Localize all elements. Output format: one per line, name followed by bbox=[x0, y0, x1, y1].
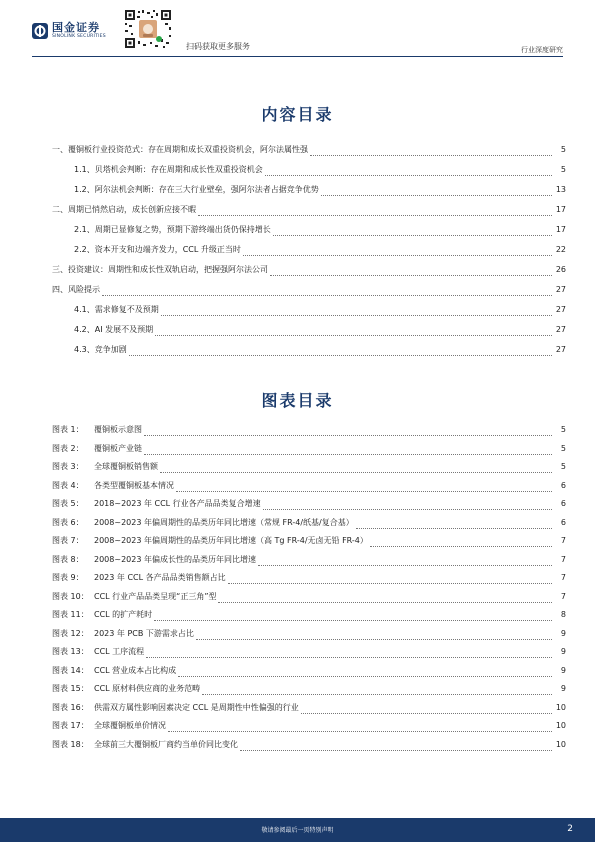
figure-leader-dots bbox=[301, 702, 552, 714]
figure-leader-dots bbox=[178, 665, 552, 677]
toc-entry[interactable] bbox=[52, 200, 566, 220]
figure-entry-label: 2008~2023 年偏周期性的品类历年同比增速（高 Tg FR-4/无卤无铅 FR-4） bbox=[94, 536, 368, 545]
figure-leader-dots bbox=[202, 683, 552, 695]
toc-entry-page: 17 bbox=[555, 225, 566, 234]
toc-leader-dots bbox=[102, 284, 552, 296]
figure-leader-dots bbox=[228, 572, 552, 584]
figure-entry-label: 2008~2023 年偏周期性的品类历年同比增速（常规 FR-4/纸基/复合基） bbox=[94, 517, 354, 527]
toc-list bbox=[52, 140, 566, 360]
figure-number: 图表 8： bbox=[52, 554, 84, 564]
figure-entry-label: 供需双方属性影响因素决定 CCL 是周期性中性偏强的行业 bbox=[94, 702, 299, 712]
figure-entry-page: 6 bbox=[560, 480, 566, 490]
toc-entry[interactable] bbox=[52, 320, 566, 340]
figure-entry-page: 6 bbox=[560, 499, 566, 508]
report-type-label: 行业深度研究 bbox=[521, 46, 563, 54]
figure-entry-page: 7 bbox=[560, 554, 566, 564]
figure-entry-page: 5 bbox=[560, 425, 566, 434]
toc-entry-label: 1.1、贝塔机会判断：存在周期和成长性双重投资机会 bbox=[74, 165, 263, 174]
toc-leader-dots bbox=[310, 144, 552, 156]
toc-entry-page: 5 bbox=[560, 165, 566, 174]
toc-entry-page: 22 bbox=[555, 245, 566, 254]
figure-entry[interactable] bbox=[52, 643, 566, 662]
toc-leader-dots bbox=[273, 224, 552, 236]
figure-entry[interactable] bbox=[52, 477, 566, 496]
toc-entry-label: 2.2、资本开支和边端齐发力，CCL 升级正当时 bbox=[74, 245, 241, 254]
toc-entry-page: 27 bbox=[555, 325, 566, 334]
figure-entry-label: 全球前三大覆铜板厂商约当单价同比变化 bbox=[94, 739, 238, 749]
qr-code-icon[interactable] bbox=[123, 8, 173, 50]
figure-entry[interactable] bbox=[52, 514, 566, 533]
toc-entry-label: 4.3、竞争加剧 bbox=[74, 345, 127, 354]
toc-entry[interactable] bbox=[52, 300, 566, 320]
figure-number: 图表 13： bbox=[52, 647, 89, 656]
figure-number: 图表 14： bbox=[52, 665, 89, 675]
figure-leader-dots bbox=[160, 461, 552, 473]
figure-number: 图表 2： bbox=[52, 443, 84, 453]
figure-entry-page: 7 bbox=[560, 573, 566, 582]
toc-entry-page: 13 bbox=[555, 185, 566, 194]
toc-leader-dots bbox=[270, 264, 552, 276]
figure-entry[interactable] bbox=[52, 717, 566, 736]
figure-entry[interactable] bbox=[52, 440, 566, 459]
toc-entry[interactable] bbox=[52, 280, 566, 300]
figure-leader-dots bbox=[176, 480, 552, 492]
figure-number: 图表 10： bbox=[52, 591, 89, 601]
toc-leader-dots bbox=[265, 164, 552, 176]
toc-title: 内容目录 bbox=[261, 105, 334, 124]
figure-entry[interactable] bbox=[52, 680, 566, 699]
toc-leader-dots bbox=[243, 244, 552, 256]
page-number: 2 bbox=[567, 824, 573, 834]
logo-chinese-name: 国金证券 bbox=[52, 21, 100, 34]
toc-entry-page: 27 bbox=[555, 285, 566, 294]
toc-entry-label: 二、周期已悄然启动，成长创新应接不暇 bbox=[52, 205, 196, 214]
logo-english-name: SINOLINK SECURITIES bbox=[52, 34, 106, 39]
figure-entry[interactable] bbox=[52, 458, 566, 477]
figure-entry-label: CCL 原材料供应商的业务范畴 bbox=[94, 684, 201, 693]
figure-entry-label: 全球覆铜板单价情况 bbox=[94, 721, 166, 730]
figure-number: 图表 5： bbox=[52, 499, 84, 508]
figure-entry-page: 9 bbox=[560, 665, 566, 675]
figure-entry[interactable] bbox=[52, 495, 566, 514]
toc-entry-page: 27 bbox=[555, 305, 566, 314]
figure-entry-page: 9 bbox=[560, 628, 566, 638]
figure-leader-dots bbox=[154, 609, 552, 621]
figure-leader-dots bbox=[196, 628, 552, 640]
toc-entry-page: 26 bbox=[555, 265, 566, 274]
toc-entry[interactable] bbox=[52, 180, 566, 200]
figure-entry[interactable] bbox=[52, 569, 566, 588]
figure-entry-label: 2023 年 CCL 各产品品类销售额占比 bbox=[94, 573, 226, 582]
figure-number: 图表 16： bbox=[52, 702, 89, 712]
toc-leader-dots bbox=[321, 184, 552, 196]
figure-entry-page: 10 bbox=[555, 721, 566, 730]
toc-entry[interactable] bbox=[52, 240, 566, 260]
figure-entry-label: 2018~2023 年 CCL 行业各产品品类复合增速 bbox=[94, 499, 261, 508]
toc-entry-label: 4.1、需求修复不及预期 bbox=[74, 305, 159, 314]
figure-entry-label: 2008~2023 年偏成长性的品类历年同比增速 bbox=[94, 554, 256, 564]
toc-leader-dots bbox=[161, 304, 552, 316]
company-logo bbox=[32, 22, 106, 40]
figure-entry-page: 7 bbox=[560, 536, 566, 545]
toc-entry-label: 四、风险提示 bbox=[52, 285, 100, 294]
figure-entry-page: 5 bbox=[560, 462, 566, 471]
toc-entry[interactable] bbox=[52, 160, 566, 180]
figure-leader-dots bbox=[240, 739, 552, 751]
header-divider bbox=[32, 56, 563, 57]
figure-number: 图表 7： bbox=[52, 536, 84, 545]
figure-leader-dots bbox=[263, 498, 552, 510]
toc-entry[interactable] bbox=[52, 220, 566, 240]
figure-entry-label: 全球覆铜板销售额 bbox=[94, 462, 158, 471]
figure-number: 图表 3： bbox=[52, 462, 84, 471]
toc-entry[interactable] bbox=[52, 140, 566, 160]
figure-entry[interactable] bbox=[52, 662, 566, 681]
toc-entry[interactable] bbox=[52, 260, 566, 280]
page-header bbox=[0, 0, 595, 62]
figure-leader-dots bbox=[370, 535, 552, 547]
figure-number: 图表 9： bbox=[52, 573, 84, 582]
figure-entry-page: 5 bbox=[560, 443, 566, 453]
sinolink-logo-icon bbox=[32, 23, 48, 39]
figure-entry[interactable] bbox=[52, 532, 566, 551]
figure-entry-label: CCL 工序流程 bbox=[94, 647, 145, 656]
figure-number: 图表 18： bbox=[52, 739, 89, 749]
figure-leader-dots bbox=[258, 554, 552, 566]
figure-entry[interactable] bbox=[52, 625, 566, 644]
figure-number: 图表 12： bbox=[52, 628, 89, 638]
toc-entry-label: 一、覆铜板行业投资范式：存在周期和成长双重投资机会，阿尔法属性强 bbox=[52, 145, 308, 154]
figure-entry-page: 6 bbox=[560, 517, 566, 527]
toc-entry-label: 2.1、周期已显修复之势，预期下游终端出货仍保持增长 bbox=[74, 225, 271, 234]
figure-leader-dots bbox=[356, 517, 552, 529]
toc-entry-label: 三、投资建议：周期性和成长性双轨启动，把握强阿尔法公司 bbox=[52, 265, 268, 274]
toc-leader-dots bbox=[198, 204, 552, 216]
figure-entry-page: 8 bbox=[560, 610, 566, 619]
figure-number: 图表 1： bbox=[52, 425, 84, 434]
figure-number: 图表 15： bbox=[52, 684, 89, 693]
figure-entry[interactable] bbox=[52, 588, 566, 607]
figure-leader-dots bbox=[146, 646, 552, 658]
toc-entry[interactable] bbox=[52, 340, 566, 360]
toc-entry-label: 1.2、阿尔法机会判断：存在三大行业壁垒，强阿尔法者占据竞争优势 bbox=[74, 185, 319, 194]
figure-entry-label: 2023 年 PCB 下游需求占比 bbox=[94, 628, 194, 638]
figure-entry-label: CCL 营业成本占比构成 bbox=[94, 665, 177, 675]
figure-entry-label: 覆铜板示意图 bbox=[94, 425, 142, 434]
figure-entry[interactable] bbox=[52, 699, 566, 718]
figure-entry-page: 10 bbox=[555, 739, 566, 749]
figure-leader-dots bbox=[168, 720, 552, 732]
figure-entry-page: 9 bbox=[560, 684, 566, 693]
figure-entry[interactable] bbox=[52, 736, 566, 755]
figure-entry-page: 7 bbox=[560, 591, 566, 601]
toc-leader-dots bbox=[129, 344, 552, 356]
toc-leader-dots bbox=[155, 324, 552, 336]
toc-entry-page: 17 bbox=[555, 205, 566, 214]
figure-entry-label: CCL 的扩产耗时 bbox=[94, 610, 153, 619]
figure-number: 图表 11： bbox=[52, 610, 89, 619]
figure-leader-dots bbox=[144, 443, 552, 455]
figure-entry-page: 10 bbox=[555, 702, 566, 712]
figure-entry-label: 覆铜板产业链 bbox=[94, 443, 142, 453]
figure-leader-dots bbox=[144, 424, 552, 436]
figure-entry-label: 各类型覆铜板基本情况 bbox=[94, 480, 174, 490]
figure-list bbox=[52, 421, 566, 754]
figures-title: 图表目录 bbox=[261, 391, 334, 410]
figure-entry-page: 9 bbox=[560, 647, 566, 656]
figure-entry[interactable] bbox=[52, 551, 566, 570]
toc-entry-label: 4.2、AI 发展不及预期 bbox=[74, 325, 154, 334]
figure-number: 图表 4： bbox=[52, 480, 84, 490]
footer-disclaimer[interactable]: 敬请参阅最后一页特别声明 bbox=[261, 827, 334, 834]
figure-entry-label: CCL 行业产品品类呈现“正三角”型 bbox=[94, 591, 217, 601]
figure-number: 图表 17： bbox=[52, 721, 89, 730]
toc-entry-page: 27 bbox=[555, 345, 566, 354]
figure-number: 图表 6： bbox=[52, 517, 84, 527]
figure-entry[interactable] bbox=[52, 421, 566, 440]
figure-entry[interactable] bbox=[52, 606, 566, 625]
toc-entry-page: 5 bbox=[560, 145, 566, 154]
scan-for-services-text: 扫码获取更多服务 bbox=[186, 42, 250, 51]
figure-leader-dots bbox=[218, 591, 552, 603]
